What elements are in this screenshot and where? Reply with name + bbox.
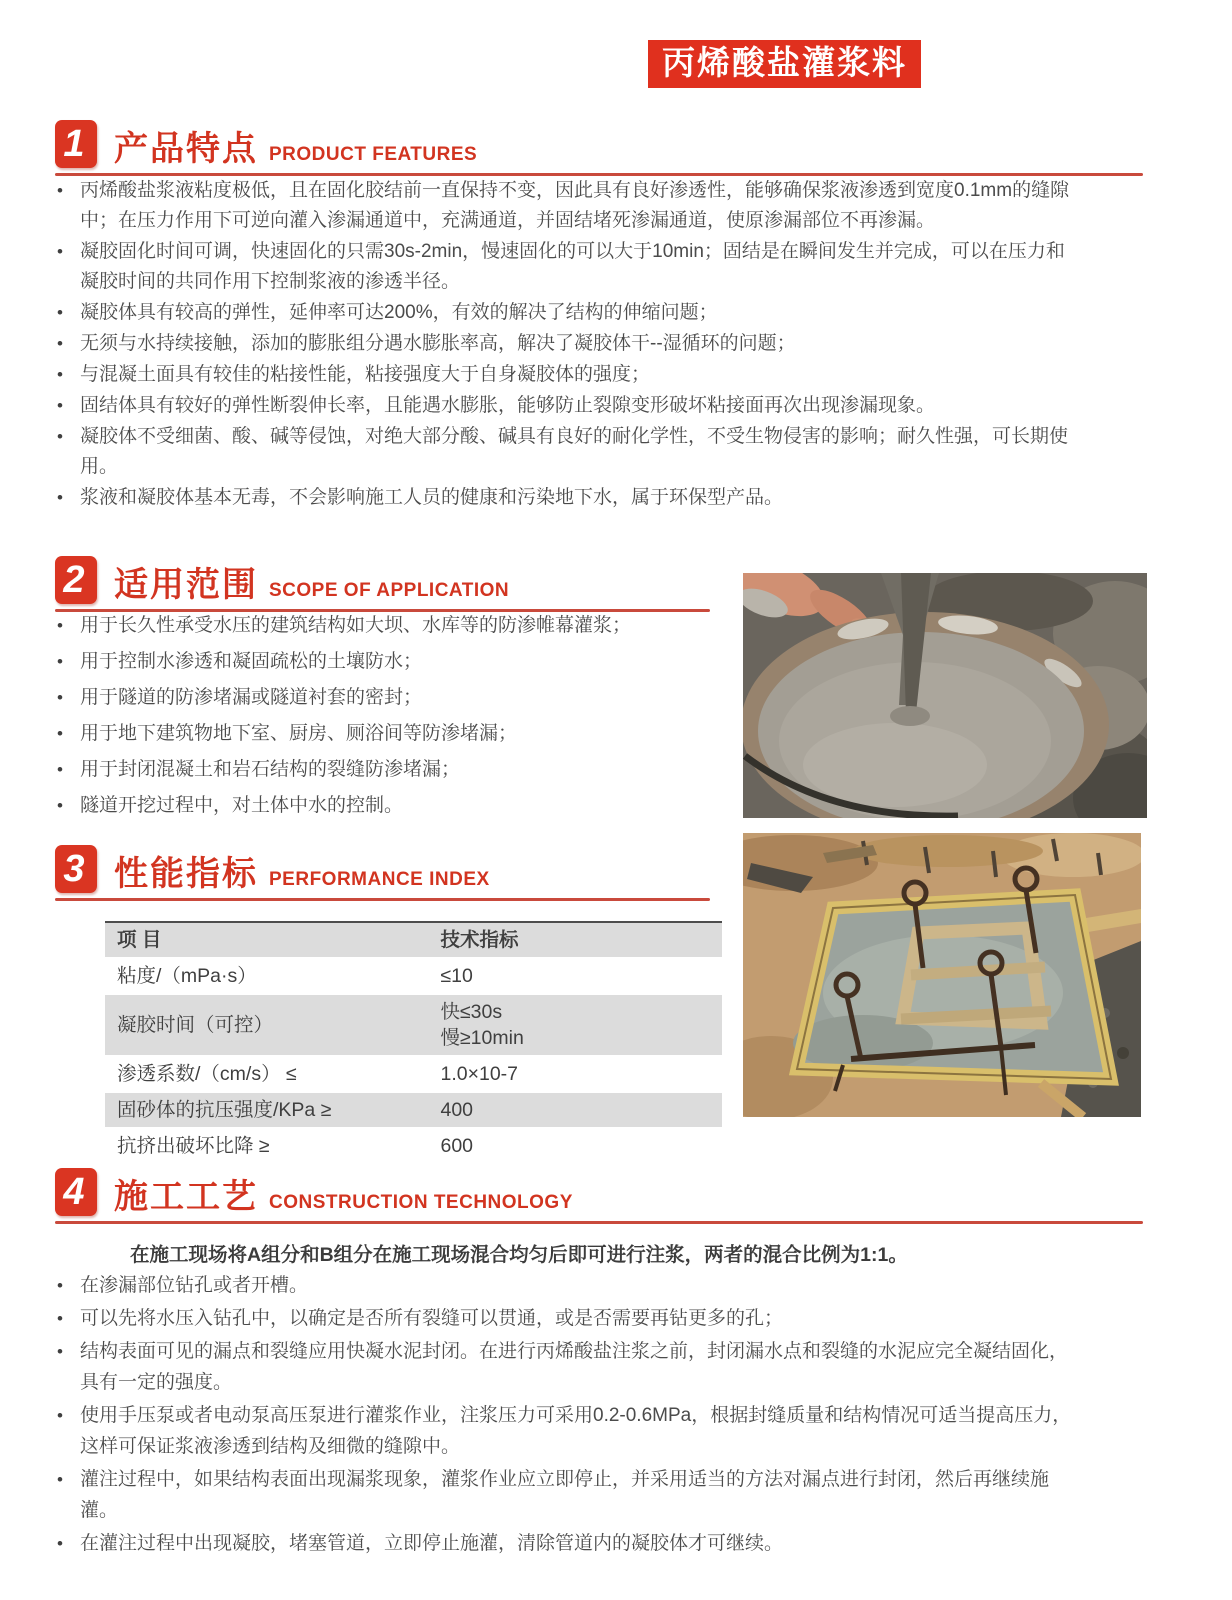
- performance-table: [105, 921, 722, 1165]
- construction-step-list: [55, 1270, 1085, 1559]
- construction-step: • 可以先将水压入钻孔中，以确定是否所有裂缝可以贯通，或是否需要再钻更多的孔；: [55, 1303, 1085, 1334]
- table-cell-value: 1.0×10-7: [428, 1056, 722, 1092]
- section3-title: 性能指标: [114, 855, 258, 893]
- feature-item: • 凝胶体具有较高的弹性，延伸率可达200%，有效的解决了结构的伸缩问题；: [55, 298, 1073, 328]
- section4-header: [55, 1168, 1143, 1216]
- application-item: • 用于地下建筑物地下室、厨房、厕浴间等防渗堵漏；: [55, 720, 655, 747]
- section3-number-badge: [55, 845, 97, 893]
- feature-item: • 凝胶体不受细菌、酸、碱等侵蚀，对绝大部分酸、碱具有良好的耐化学性，不受生物侵害的影响；耐久性强，可长期使用。: [55, 422, 1073, 482]
- table-cell-value: ≤10: [428, 958, 722, 994]
- section1-header: [55, 120, 1143, 168]
- application-item: • 隧道开挖过程中，对土体中水的控制。: [55, 792, 655, 819]
- construction-step: • 结构表面可见的漏点和裂缝应用快凝水泥封闭。在进行丙烯酸盐注浆之前，封闭漏水点和裂缝的水泥应完全凝结固化，具有一定的强度。: [55, 1336, 1085, 1398]
- table-cell-item: 凝胶时间（可控）: [105, 994, 428, 1056]
- section3-header: [55, 845, 720, 893]
- section4-underline: [55, 1221, 1143, 1224]
- construction-step: • 使用手压泵或者电动泵高压泵进行灌浆作业，注浆压力可采用0.2-0.6MPa，根据封缝质量和结构情况可适当提高压力，这样可保证浆液渗透到结构及细微的缝隙中。: [55, 1400, 1085, 1462]
- table-header-item: 项 目: [105, 922, 428, 958]
- table-header-row: [105, 922, 722, 958]
- mixing-ratio-note: 在施工现场将A组分和B组分在施工现场混合均匀后即可进行注浆，两者的混合比例为1:1。: [130, 1244, 908, 1266]
- application-item: • 用于封闭混凝土和岩石结构的裂缝防渗堵漏；: [55, 756, 655, 783]
- section4-number: 4: [63, 1170, 85, 1213]
- product-title-banner: [648, 40, 921, 88]
- section3-underline: [55, 898, 710, 901]
- section4-number-badge: [55, 1168, 97, 1216]
- section2-number: 2: [63, 558, 85, 601]
- section-product-features: [55, 120, 1143, 514]
- construction-step: • 在灌注过程中出现凝胶，堵塞管道，立即停止施灌，清除管道内的凝胶体才可继续。: [55, 1528, 1085, 1559]
- section1-number-badge: [55, 120, 97, 168]
- table-cell-value: 400: [428, 1092, 722, 1128]
- table-row: [105, 1128, 722, 1164]
- feature-item: • 固结体具有较好的弹性断裂伸长率，且能遇水膨胀，能够防止裂隙变形破坏粘接面再次出现渗漏现象。: [55, 391, 1073, 421]
- section-performance-index: [55, 845, 720, 1165]
- section3-number: 3: [63, 847, 85, 890]
- section2-subtitle: SCOPE OF APPLICATION: [269, 580, 510, 601]
- application-list: [55, 612, 655, 819]
- table-cell-item: 抗挤出破坏比降 ≥: [105, 1128, 428, 1164]
- application-item: • 用于控制水渗透和凝固疏松的土壤防水；: [55, 648, 655, 675]
- table-row: [105, 958, 722, 994]
- section3-subtitle: PERFORMANCE INDEX: [269, 869, 490, 890]
- table-cell-value: [428, 994, 722, 1056]
- section1-number: 1: [63, 122, 85, 165]
- section-construction-technology: [55, 1168, 1143, 1561]
- table-cell-item: 固砂体的抗压强度/KPa ≥: [105, 1092, 428, 1128]
- section4-subtitle: CONSTRUCTION TECHNOLOGY: [269, 1192, 573, 1213]
- gel-time-slow: 慢≥10min: [440, 1027, 524, 1049]
- concrete-formwork-photo: [743, 833, 1141, 1117]
- table-row: [105, 1056, 722, 1092]
- feature-item: • 无须与水持续接触，添加的膨胀组分遇水膨胀率高，解决了凝胶体干--湿循环的问题；: [55, 329, 1073, 359]
- feature-item: • 与混凝土面具有较佳的粘接性能，粘接强度大于自身凝胶体的强度；: [55, 360, 1073, 390]
- section2-title: 适用范围: [114, 566, 258, 604]
- table-cell-item: 粘度/（mPa·s）: [105, 958, 428, 994]
- application-item: • 用于长久性承受水压的建筑结构如大坝、水库等的防渗帷幕灌浆；: [55, 612, 655, 639]
- application-item: • 用于隧道的防渗堵漏或隧道衬套的密封；: [55, 684, 655, 711]
- construction-step: • 在渗漏部位钻孔或者开槽。: [55, 1270, 1085, 1301]
- grout-mixing-illustration: [743, 573, 1147, 818]
- section4-title: 施工工艺: [114, 1178, 258, 1216]
- table-row: [105, 1092, 722, 1128]
- section1-subtitle: PRODUCT FEATURES: [269, 144, 478, 165]
- construction-step: • 灌注过程中，如果结构表面出现漏浆现象，灌浆作业应立即停止，并采用适当的方法对漏点进行封闭，然后再继续施灌。: [55, 1464, 1085, 1526]
- table-header-value: 技术指标: [428, 922, 722, 958]
- section2-header: [55, 556, 710, 604]
- feature-item: • 浆液和凝胶体基本无毒，不会影响施工人员的健康和污染地下水，属于环保型产品。: [55, 483, 1073, 513]
- section2-number-badge: [55, 556, 97, 604]
- table-cell-value: 600: [428, 1128, 722, 1164]
- table-cell-item: 渗透系数/（cm/s） ≤: [105, 1056, 428, 1092]
- feature-list: [55, 176, 1073, 513]
- product-title: 丙烯酸盐灌浆料: [662, 44, 907, 81]
- section-scope-of-application: [55, 556, 710, 828]
- gel-time-fast: 快≤30s: [440, 1001, 503, 1023]
- feature-item: • 凝胶固化时间可调，快速固化的只需30s-2min，慢速固化的可以大于10min；固结是在瞬间发生并完成，可以在压力和凝胶时间的共同作用下控制浆液的渗透半径。: [55, 237, 1073, 297]
- feature-item: • 丙烯酸盐浆液粘度极低，且在固化胶结前一直保持不变，因此具有良好渗透性，能够确保浆液渗透到宽度0.1mm的缝隙中；在压力作用下可逆向灌入渗漏通道中，充满通道，并固结堵死渗漏通道，使原渗漏部位不再渗漏。: [55, 176, 1073, 236]
- table-row: [105, 994, 722, 1056]
- grout-mixing-photo: [743, 573, 1147, 818]
- concrete-formwork-illustration: [743, 833, 1141, 1117]
- section1-title: 产品特点: [114, 130, 258, 168]
